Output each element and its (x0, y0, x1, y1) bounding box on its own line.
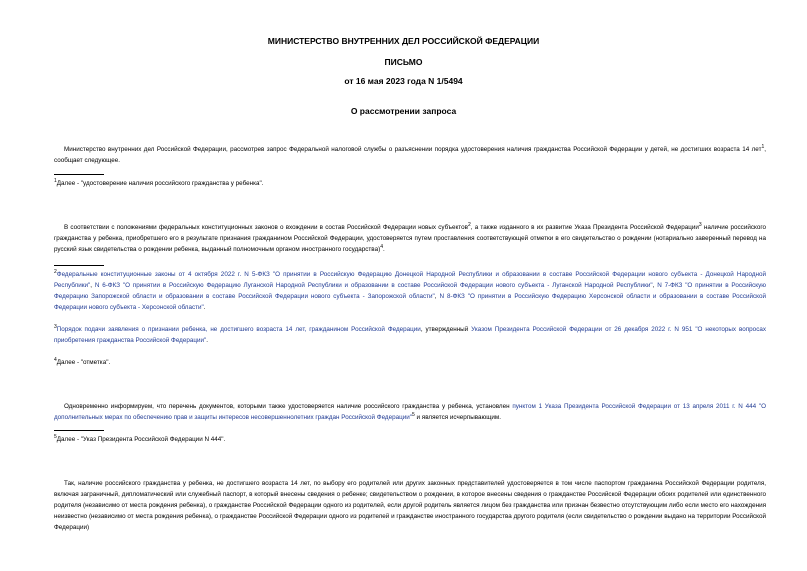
paragraph-legal-basis (54, 222, 766, 255)
footnote-divider (54, 430, 104, 431)
footnote-1 (54, 178, 766, 189)
link-fkz-6[interactable]: N 6-ФКЗ "О принятии в Российскую Федерацию Луганской Народной Республики и образовании в составе Российской Федерации нового субъекта - Луганской Народной Республики" (94, 282, 653, 289)
footnote-ref-5[interactable]: 5 (412, 411, 415, 418)
footnote-ref-1[interactable]: 1 (761, 143, 765, 150)
footnote-ref-2[interactable]: 2 (467, 221, 471, 228)
document-date-number: от 16 мая 2023 года N 1/5494 (344, 76, 463, 86)
footnote-2-separator: , (434, 293, 440, 300)
footnote-mark-1: 1 (54, 177, 57, 184)
paragraph-passport-certificate (54, 478, 766, 533)
ministry-heading: МИНИСТЕРСТВО ВНУТРЕННИХ ДЕЛ РОССИЙСКОЙ ФЕДЕРАЦИИ (267, 36, 540, 46)
footnote-mark-3: 3 (54, 323, 57, 330)
footnote-5 (54, 434, 766, 445)
paragraph-legal-basis-c: наличие российского гражданства у ребенка, приобретшего его в результате признания гражданином Российской Федерации, удостоверяется путем проставления соответствующей отметки в его свидетельство о рождении (нотариально заверенный перевод на русский язык свидетельства о рождении ребенка, выданный полномочным органом иностранного государства) (54, 224, 767, 253)
link-fkz-5[interactable]: Федеральные конституционные законы от 4 октября 2022 г. N 5-ФКЗ "О принятии в Российскую Федерацию Донецкой Народной Республики и образовании в составе Российской Федерации нового субъекта - Донецкой Народной Республики" (54, 271, 766, 289)
footnote-3 (54, 324, 766, 346)
footnote-ref-3[interactable]: 3 (698, 221, 702, 228)
footnote-3-mid: , утвержденный (420, 326, 472, 333)
link-fkz-7[interactable]: N 7-ФКЗ "О принятии в Российскую Федерацию Запорожской области и образовании в составе Российской Федерации нового субъекта - Запорожской области" (54, 282, 767, 300)
link-decree-951[interactable]: Указом Президента Российской Федерации от 26 декабря 2022 г. N 951 "О некоторых вопросах приобретения гражданства Российской Федерации" (54, 326, 766, 344)
document-subject: О рассмотрении запроса (350, 106, 457, 116)
link-application-procedure[interactable]: Порядок подачи заявления о признании ребенка, не достигшего возраста 14 лет, гражданином Российской Федерации (56, 326, 421, 333)
paragraph-legal-basis-d: . (382, 246, 385, 253)
paragraph-intro-end: , сообщает следующее. (54, 146, 766, 164)
paragraph-document-list-a: Одновременно информируем, что перечень документов, которыми также удостоверяется наличие российского гражданства у ребенка, установлен (64, 403, 513, 410)
footnote-4-text: Далее - "отметка". (56, 359, 111, 366)
footnote-4 (54, 357, 766, 368)
footnote-mark-2: 2 (54, 268, 57, 275)
footnote-mark-5: 5 (54, 433, 57, 440)
paragraph-document-list (54, 401, 766, 423)
paragraph-legal-basis-a: В соответствии с положениями федеральных конституционных законов о вхождении в состав Российской Федерации новых субъектов (64, 224, 468, 231)
link-fkz-8[interactable]: N 8-ФКЗ "О принятии в Российскую Федерацию Херсонской области и образовании в составе Российской Федерации нового субъекта - Херсонской области" (54, 293, 766, 311)
link-decree-444[interactable]: пунктом 1 Указа Президента Российской Федерации от 13 апреля 2011 г. N 444 "О дополнительных мерах по обеспечению прав и защиты интересов несовершеннолетних граждан Российской Федерации" (54, 403, 766, 421)
paragraph-document-list-b: и является исчерпывающим. (416, 414, 501, 421)
footnote-2-separator: , (652, 282, 658, 289)
footnote-divider (54, 174, 104, 175)
footnote-3-end: . (206, 337, 208, 344)
paragraph-intro-text: Министерство внутренних дел Российской Федерации, рассмотрев запрос Федеральной налоговой службы о разъяснении порядка удостоверения наличия гражданства Российской Федерации у детей, не достигших возраста 14 лет (64, 146, 762, 153)
footnote-5-text: Далее - "Указ Президента Российской Федерации N 444". (56, 436, 226, 443)
paragraph-intro (54, 144, 766, 166)
paragraph-legal-basis-b: , а также изданного в их развитие Указа Президента Российской Федерации (470, 224, 699, 231)
footnote-2-separator: , (90, 282, 95, 289)
footnote-ref-4[interactable]: 4 (380, 243, 383, 250)
footnote-1-text: Далее - "удостоверение наличия российского гражданства у ребенка". (56, 180, 264, 187)
footnote-mark-4: 4 (54, 356, 57, 363)
footnote-2 (54, 269, 766, 313)
footnote-divider (54, 265, 104, 266)
paragraph-passport-certificate-text: Так, наличие российского гражданства у ребенка, не достигшего возраста 14 лет, по выбору его родителей или других законных представителей удостоверяется в том числе паспортом гражданина Российской Федерации родителя, включая заграничный, дипломатический или служебный паспорт, в который внесены сведения о ребенке; свидетельством о рождении, в которое внесены сведения о гражданстве Российской Федерации обоих родителей или единственного родителя (независимо от места рождения ребенка), о гражданстве Российской Федерации одного из родителей, если другой родитель является лицом без гражданства или признан безвестно отсутствующим либо если место его нахождения неизвестно (независимо от места рождения ребенка), о гражданстве Российской Федерации одного из родителей и гражданстве иностранного государства другого родителя (если свидетельство о рождении выдано на территории Российской Федерации) (54, 480, 766, 531)
footnote-2-end: . (203, 304, 206, 311)
document-type: ПИСЬМО (384, 57, 423, 67)
